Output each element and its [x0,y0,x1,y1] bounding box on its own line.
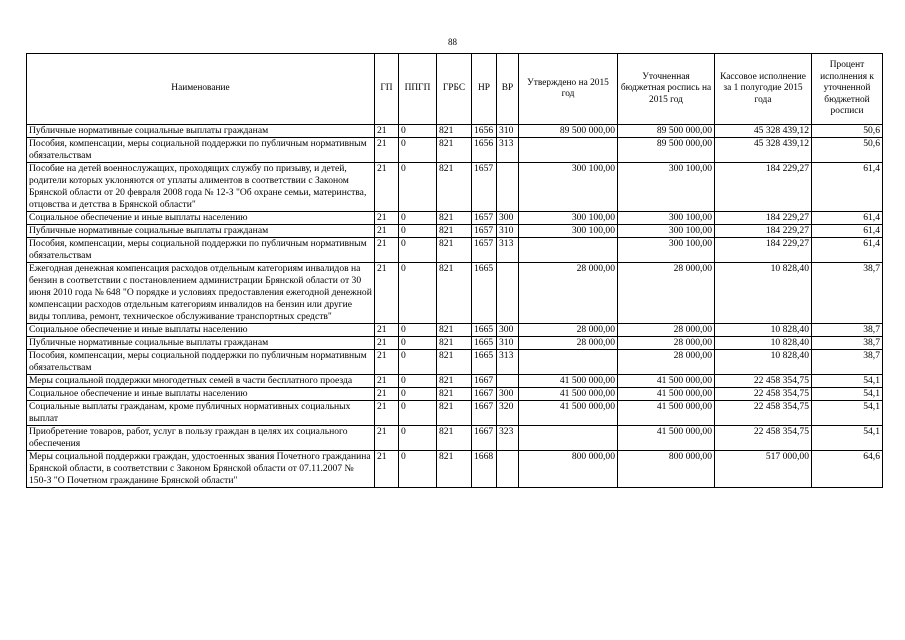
row-vr: 310 [497,337,519,350]
header-refined: Уточненная бюджетная роспись на 2015 год [618,54,715,125]
row-refined: 300 100,00 [618,225,715,238]
row-grbs: 821 [437,163,472,212]
row-percent: 38,7 [812,324,883,337]
row-grbs: 821 [437,337,472,350]
budget-table [26,53,883,488]
table-row [27,337,883,350]
row-ppgp: 0 [399,375,437,388]
row-np: 1667 [472,401,497,426]
row-vr: 300 [497,212,519,225]
table-row [27,350,883,375]
row-vr [497,451,519,488]
row-vr: 310 [497,225,519,238]
row-approved: 89 500 000,00 [519,125,618,138]
row-percent: 54,1 [812,388,883,401]
row-percent: 54,1 [812,426,883,451]
row-ppgp: 0 [399,350,437,375]
row-name: Социальное обеспечение и иные выплаты населению [27,324,375,337]
row-name: Социальные выплаты гражданам, кроме публичных нормативных социальных выплат [27,401,375,426]
row-np: 1665 [472,324,497,337]
row-vr [497,263,519,324]
row-name: Пособия, компенсации, меры социальной поддержки по публичным нормативным обязательствам [27,350,375,375]
row-np: 1657 [472,225,497,238]
row-percent: 61,4 [812,212,883,225]
row-cash: 22 458 354,75 [715,375,812,388]
row-vr: 300 [497,388,519,401]
row-cash: 10 828,40 [715,350,812,375]
row-grbs: 821 [437,388,472,401]
row-approved: 300 100,00 [519,163,618,212]
header-ppgp: ППГП [399,54,437,125]
row-refined: 41 500 000,00 [618,426,715,451]
row-vr: 310 [497,125,519,138]
row-refined: 41 500 000,00 [618,388,715,401]
row-refined: 300 100,00 [618,212,715,225]
row-gp: 21 [375,238,399,263]
row-cash: 10 828,40 [715,324,812,337]
row-grbs: 821 [437,125,472,138]
row-grbs: 821 [437,225,472,238]
row-np: 1667 [472,388,497,401]
row-name: Приобретение товаров, работ, услуг в пользу граждан в целях их социального обеспечения [27,426,375,451]
row-cash: 10 828,40 [715,337,812,350]
row-name: Социальное обеспечение и иные выплаты населению [27,212,375,225]
row-cash: 45 328 439,12 [715,138,812,163]
table-row [27,225,883,238]
row-percent: 54,1 [812,401,883,426]
row-grbs: 821 [437,401,472,426]
row-np: 1667 [472,375,497,388]
row-approved: 28 000,00 [519,337,618,350]
row-gp: 21 [375,225,399,238]
row-name: Публичные нормативные социальные выплаты гражданам [27,225,375,238]
row-gp: 21 [375,212,399,225]
row-name: Меры социальной поддержки граждан, удостоенных звания Почетного гражданина Брянской области, в соответствии с Законом Брянской области от 07.11.2007 № 150-З "О Почетном гражданине Брянской области" [27,451,375,488]
row-approved [519,350,618,375]
table-row [27,125,883,138]
row-refined: 89 500 000,00 [618,125,715,138]
row-ppgp: 0 [399,163,437,212]
table-row [27,451,883,488]
row-percent: 64,6 [812,451,883,488]
row-grbs: 821 [437,426,472,451]
row-percent: 61,4 [812,225,883,238]
row-np: 1665 [472,337,497,350]
row-refined: 28 000,00 [618,324,715,337]
header-approved: Утверждено на 2015 год [519,54,618,125]
table-row [27,163,883,212]
row-gp: 21 [375,125,399,138]
row-approved: 300 100,00 [519,212,618,225]
row-np: 1657 [472,212,497,225]
row-approved: 41 500 000,00 [519,401,618,426]
row-refined: 28 000,00 [618,350,715,375]
row-percent: 38,7 [812,337,883,350]
row-gp: 21 [375,163,399,212]
row-np: 1665 [472,263,497,324]
row-cash: 45 328 439,12 [715,125,812,138]
row-vr: 313 [497,238,519,263]
row-cash: 184 229,27 [715,212,812,225]
row-gp: 21 [375,451,399,488]
row-name: Пособие на детей военнослужащих, проходящих службу по призыву, и детей, родители которых уклоняются от уплаты алиментов в соответствии с Законом Брянской области от 20 февраля 2008 года № 12-З "Об охране семьи, материнства, отцовства и детства в Брянской области" [27,163,375,212]
row-ppgp: 0 [399,401,437,426]
table-row [27,324,883,337]
row-grbs: 821 [437,263,472,324]
header-percent: Процент исполнения к уточненной бюджетной росписи [812,54,883,125]
row-ppgp: 0 [399,426,437,451]
row-name: Меры социальной поддержки многодетных семей в части бесплатного проезда [27,375,375,388]
row-cash: 184 229,27 [715,238,812,263]
row-cash: 184 229,27 [715,163,812,212]
row-approved [519,138,618,163]
row-cash: 184 229,27 [715,225,812,238]
row-cash: 517 000,00 [715,451,812,488]
header-vr: ВР [497,54,519,125]
row-grbs: 821 [437,138,472,163]
row-gp: 21 [375,375,399,388]
row-grbs: 821 [437,451,472,488]
row-name: Публичные нормативные социальные выплаты гражданам [27,125,375,138]
table-row [27,238,883,263]
row-ppgp: 0 [399,388,437,401]
row-ppgp: 0 [399,337,437,350]
row-grbs: 821 [437,324,472,337]
row-percent: 50,6 [812,125,883,138]
row-approved [519,238,618,263]
row-gp: 21 [375,388,399,401]
table-row [27,138,883,163]
row-refined: 28 000,00 [618,263,715,324]
row-vr: 320 [497,401,519,426]
row-refined: 300 100,00 [618,163,715,212]
row-grbs: 821 [437,238,472,263]
row-gp: 21 [375,138,399,163]
row-refined: 800 000,00 [618,451,715,488]
header-grbs: ГРБС [437,54,472,125]
row-ppgp: 0 [399,212,437,225]
row-vr [497,375,519,388]
row-cash: 22 458 354,75 [715,388,812,401]
row-np: 1657 [472,163,497,212]
row-name: Пособия, компенсации, меры социальной поддержки по публичным нормативным обязательствам [27,138,375,163]
row-approved: 28 000,00 [519,324,618,337]
row-percent: 54,1 [812,375,883,388]
table-row [27,401,883,426]
row-gp: 21 [375,350,399,375]
row-name: Ежегодная денежная компенсация расходов отдельным категориям инвалидов на бензин в соответствии с постановлением администрации Брянской области от 30 июня 2010 года № 648 "О порядке и условиях предоставления ежегодной денежной компенсации расходов отдельным категориям инвалидов на бензин или другие виды топлива, ремонт, техническое обслуживание транспортных средств" [27,263,375,324]
row-approved: 41 500 000,00 [519,388,618,401]
row-approved: 41 500 000,00 [519,375,618,388]
row-refined: 41 500 000,00 [618,401,715,426]
page-number: 88 [448,37,457,47]
row-np: 1667 [472,426,497,451]
row-percent: 38,7 [812,350,883,375]
row-gp: 21 [375,324,399,337]
row-percent: 61,4 [812,238,883,263]
row-np: 1665 [472,350,497,375]
row-percent: 61,4 [812,163,883,212]
row-name: Пособия, компенсации, меры социальной поддержки по публичным нормативным обязательствам [27,238,375,263]
row-np: 1656 [472,138,497,163]
row-percent: 38,7 [812,263,883,324]
row-gp: 21 [375,401,399,426]
table-header-row [27,54,883,125]
row-ppgp: 0 [399,125,437,138]
header-cash: Кассовое исполнение за 1 полугодие 2015 года [715,54,812,125]
header-gp: ГП [375,54,399,125]
row-approved: 300 100,00 [519,225,618,238]
row-np: 1668 [472,451,497,488]
table-row [27,375,883,388]
table-row [27,388,883,401]
row-ppgp: 0 [399,238,437,263]
table-row [27,212,883,225]
row-np: 1657 [472,238,497,263]
row-ppgp: 0 [399,324,437,337]
row-gp: 21 [375,337,399,350]
row-approved: 800 000,00 [519,451,618,488]
table-row [27,263,883,324]
header-np: НР [472,54,497,125]
header-name: Наименование [27,54,375,125]
row-gp: 21 [375,426,399,451]
row-vr: 300 [497,324,519,337]
table-row [27,426,883,451]
row-vr: 313 [497,350,519,375]
row-percent: 50,6 [812,138,883,163]
row-gp: 21 [375,263,399,324]
row-approved: 28 000,00 [519,263,618,324]
row-grbs: 821 [437,375,472,388]
row-vr [497,163,519,212]
row-ppgp: 0 [399,225,437,238]
row-refined: 89 500 000,00 [618,138,715,163]
row-refined: 300 100,00 [618,238,715,263]
row-cash: 10 828,40 [715,263,812,324]
row-ppgp: 0 [399,451,437,488]
row-ppgp: 0 [399,263,437,324]
row-vr: 323 [497,426,519,451]
row-grbs: 821 [437,350,472,375]
row-name: Публичные нормативные социальные выплаты гражданам [27,337,375,350]
row-cash: 22 458 354,75 [715,401,812,426]
row-approved [519,426,618,451]
row-grbs: 821 [437,212,472,225]
row-ppgp: 0 [399,138,437,163]
row-vr: 313 [497,138,519,163]
row-np: 1656 [472,125,497,138]
row-cash: 22 458 354,75 [715,426,812,451]
row-refined: 41 500 000,00 [618,375,715,388]
row-refined: 28 000,00 [618,337,715,350]
row-name: Социальное обеспечение и иные выплаты населению [27,388,375,401]
